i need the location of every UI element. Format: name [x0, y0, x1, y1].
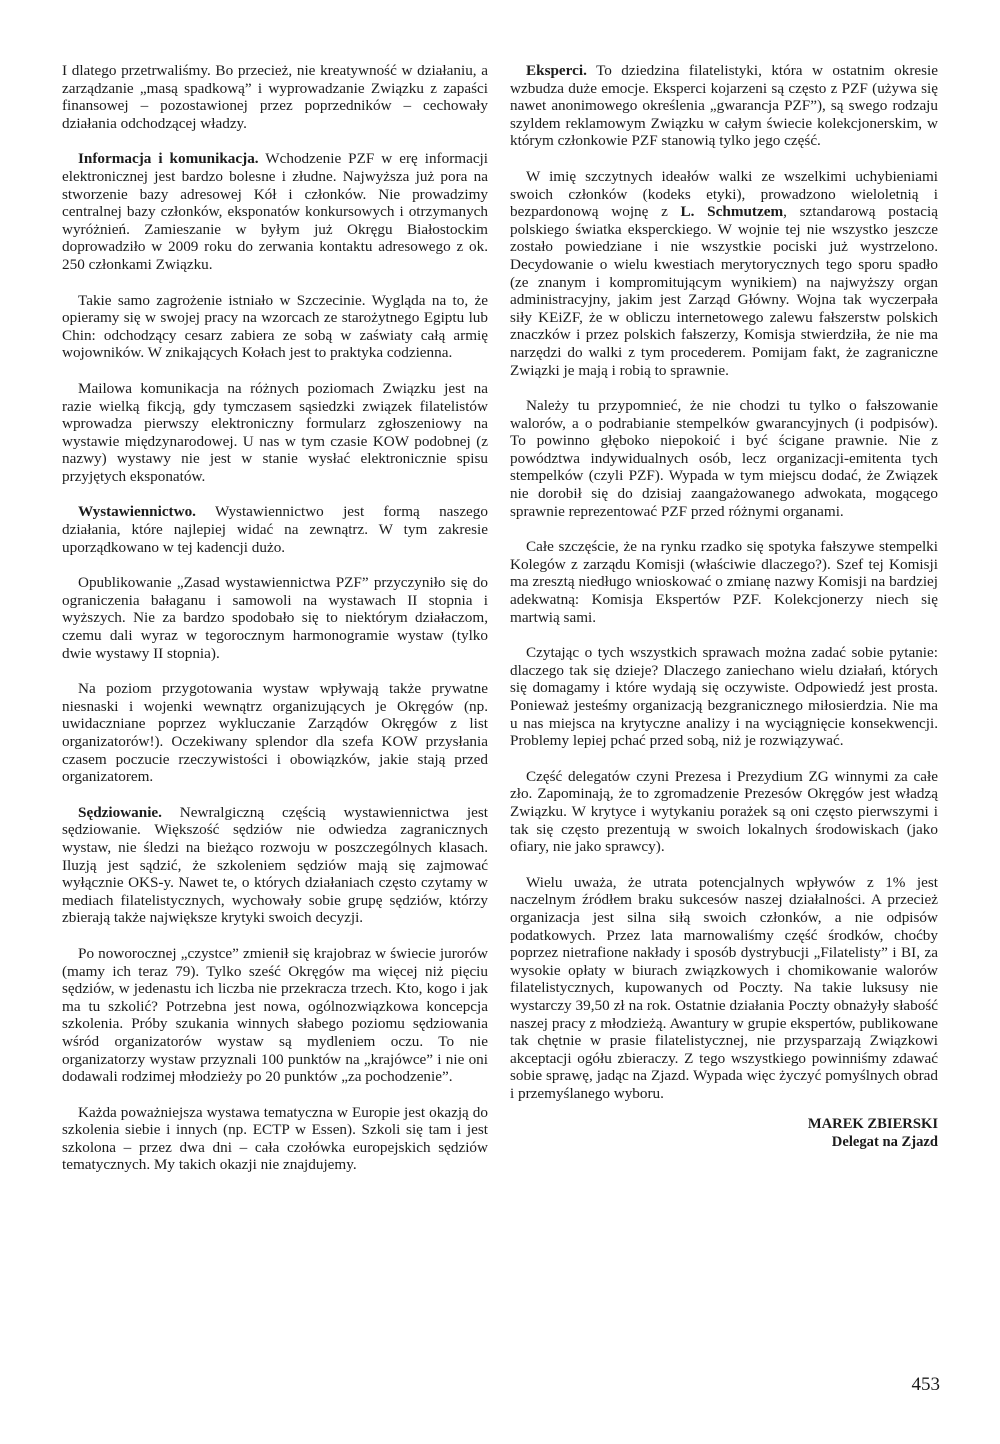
section-heading: Sędziowanie.	[78, 803, 162, 821]
paragraph: Eksperci. To dziedzina filatelistyki, która w ostatnim okresie wzbudza duże emocje. Eksperci kojarzeni są często z PZF (używa się nawet anonimowego określenia „gwarancja PZF”), są swego rodzaju szyldem reklamowym Związku w całym świecie kolekcjonerskim, w którym członkowie PZF stanowią tylko jego część.	[510, 62, 938, 150]
section-heading: Informacja i komunikacja.	[78, 150, 259, 168]
paragraph: Na poziom przygotowania wystaw wpływają także prywatne niesnaski i wojenki wewnątrz organizujących je Okręgów (np. uwidaczniane poprzez wykluczanie Zarządów Okręgów z list organizatorów!). Oczekiwany splendor dla szefa KOW przysłania czasem poczucie rzeczywistości i obowiązków, jakie stają przed organizatorem.	[62, 680, 488, 786]
paragraph: Część delegatów czyni Prezesa i Prezydium ZG winnymi za całe zło. Zapominają, że to zgromadzenie Prezesów Okręgów jest władzą Związku. W krytyce i wytykaniu porażek są oni często pierwszymi i tak się często prezentują w swoich lokalnych środowiskach (jako ofiary, nie jako sprawcy).	[510, 767, 938, 856]
section-heading: Eksperci.	[526, 62, 587, 79]
paragraph: Informacja i komunikacja. Wchodzenie PZF w erę informacji elektronicznej jest bardzo bolesne i złudne. Najwyższa już pora na stworzenie bazy adresowej Kół i członków. Nie prowadzimy centralnej bazy członków, eksponatów konkursowych i otrzymanych wyróżnień. Zamieszanie w byłym już Okręgu Białostockim doprowadziło w 2009 roku do zerwania kontaktu adresowego z ok. 250 członkami Związku.	[62, 150, 489, 273]
paragraph: Sędziowanie. Newralgiczną częścią wystawiennictwa jest sędziowanie. Większość sędziów nie odwiedza zagranicznych wystaw, nie śledzi na bieżąco rozwoju w poszczególnych klasach. Iluzją jest sądzić, że szkoleniem sędziów mają się zajmować wyłącznie OKS-y. Nawet te, o których działaniach często czytamy w mediach filatelistycznych, wychowały sobie grupę sędziów, którzy zbierają także największe krytyki swoich decyzji.	[62, 803, 488, 927]
paragraph: Całe szczęście, że na rynku rzadko się spotyka fałszywe stempelki Kolegów z zarządu Komisji (właściwie dlaczego?). Szef tej Komisji ma zresztą niedługo wnioskować o zmianę nazwy Komisji na bardziej adekwatną: Komisja Ekspertów PZF. Kolekcjonerzy niech się martwią sami.	[510, 538, 938, 626]
paragraph: Czytając o tych wszystkich sprawach można zadać sobie pytanie: dlaczego tak się dzieje? Dlaczego zaniechano wielu działań, których się domagamy i które wydają się oczywiste. Odpowiedź jest prosta. Ponieważ jesteśmy organizacją bezgranicznego miłosierdzia. Nie ma u nas miejsca na krytyczne analizy i na wyciągnięcie konsekwencji. Problemy lepiej pchać przed sobą, niż je rozwiązywać.	[510, 644, 938, 750]
paragraph: Takie samo zagrożenie istniało w Szczecinie. Wygląda na to, że opieramy się w swojej pracy na wzorcach ze starożytnego Egiptu lub Chin: odchodzący cesarz zabiera ze sobą w zaświaty całą armię wojowników. W znikających Kołach jest to praktyka codzienna.	[62, 291, 488, 362]
right-column	[510, 62, 938, 1152]
paragraph: Wielu uważa, że utrata potencjalnych wpływów z 1% jest naczelnym źródłem braku sukcesów naszej działalności. A przecież organizacja jest silna siłą swoich członków, a nie odpisów podatkowych. Przez lata marnowaliśmy część środków, choćby poprzez nietrafione nakłady i sposób dystrybucji „Filatelisty” i BI, za wysokie opłaty w biurach związkowych i chomikowanie walorów filatelistycznych, kupowanych od Poczty. Na takie luksusy nie wystarczy 39,50 zł na rok. Ostatnie działania Poczty obnażyły słabość naszej pracy z młodzieżą. Awantury w grupie ekspertów, publikowane tak chętnie w prasie filatelistycznej, nie przysparzają Związkowi akceptacji ogółu zbieraczy. Z tego wszystkiego powinniśmy zdawać sobie sprawę, jadąc na Zjazd. Wypada więc życzyć pomyślnych obrad i przemyślanego wyboru.	[510, 873, 938, 1102]
paragraph: Każda poważniejsza wystawa tematyczna w Europie jest okazją do szkolenia siebie i innych (np. ECTP w Essen). Szkoli się tam i jest szkolona – przez dwa dni – cała czołówka europejskich sędziów tematycznych. My takich okazji nie znajdujemy.	[62, 1103, 488, 1174]
left-column	[62, 62, 488, 1192]
paragraph: W imię szczytnych ideałów walki ze wszelkimi uchybieniami swoich członków (kodeks etyki), prowadzono wieloletnią i bezpardonową wojnę z L. Schmutzem, sztandarową postacią polskiego światka eksperckiego. W wojnie tej nie wszystko jeszcze zostało powiedziane i nie wszystkie pociski już wystrzelono. Decydowanie o wielu kwestiach merytorycznych tego sporu spadło (ze znanym i kompromitującym wynikiem) na najwyższy organ administracyjny, jakim jest Zarząd Główny. Wojna tak wyczerpała siły KEiZF, że w obliczu internetowego zalewu fałszerstw polskich znaczków i przez polskich fałszerzy, Komisja stwierdziła, że nie ma narzędzi do walki z tym procederem. Pomijam fakt, że zagraniczne Związki je mają i robią to sprawnie.	[510, 167, 938, 379]
person-name: L. Schmutzem	[680, 203, 784, 221]
author-role: Delegat na Zjazd	[831, 1134, 938, 1151]
paragraph: I dlatego przetrwaliśmy. Bo przecież, nie kreatywność w działaniu, a zarządzanie „masą spadkową” i wyprowadzanie Związku z zapaści finansowej – pozostawionej przez poprzedników – cechowały działania odchodzącej władzy.	[62, 62, 488, 132]
author-signature	[510, 1116, 938, 1151]
paragraph: Należy tu przypomnieć, że nie chodzi tu tylko o fałszowanie walorów, a o podrabianie stempelków gwarancyjnych (i podpisów). To powinno głęboko niepokoić i być ścigane prawnie. Nie z powództwa indywidualnych osób, lecz organizacji-emitenta tych stempelków (czyli PZF). Wypada w tym miejscu dodać, że Związek nie dorobił się do dzisiaj zaangażowanego adwokata, mogącego sprawnie reprezentować PZF przed różnymi organami.	[510, 397, 938, 520]
page-number: 453	[911, 1374, 940, 1395]
section-heading: Wystawiennictwo.	[78, 503, 196, 521]
paragraph: Wystawiennictwo. Wystawiennictwo jest formą naszego działania, które najlepiej widać na zewnątrz. W tym zakresie uporządkowano w tej kadencji dużo.	[62, 503, 488, 556]
author-name: MAREK ZBIERSKI	[807, 1116, 938, 1133]
paragraph: Po noworocznej „czystce” zmienił się krajobraz w świecie jurorów (mamy ich teraz 79). Tylko sześć Okręgów ma więcej niż pięciu sędziów, w jedenastu ich liczba nie przekracza trzech. Kto, kogo i jak ma tu szkolić? Potrzebna jest nowa, ogólnozwiązkowa koncepcja szkolenia. Próby szukania winnych słabego poziomu sędziowania wśród organizatorów wystaw są mydleniem oczu. To nie organizatorzy wystaw przyznali 100 punktów na „krajówce” i nie oni dodawali rodzimej młodzieży po 20 punktów „za pochodzenie”.	[62, 944, 488, 1086]
paragraph: Opublikowanie „Zasad wystawiennictwa PZF” przyczyniło się do ograniczenia bałaganu i samowoli na wystawach II stopnia i wyższych. Nie za bardzo spodobało się to niektórym działaczom, czemu dali wyraz w tegorocznym harmonogramie wystaw (tylko dwie wystawy II stopnia).	[62, 574, 488, 662]
paragraph: Mailowa komunikacja na różnych poziomach Związku jest na razie wielką fikcją, gdy tymczasem sąsiedzki związek filatelistów wprowadza pierwszy elektroniczny formularz zgłoszeniowy na wystawie międzynarodowej. U nas w tym czasie KOW podobnej (z nazwy) wystawy nie jest w stanie wysłać elektronicznie spisu przyjętych eksponatów.	[62, 379, 488, 485]
